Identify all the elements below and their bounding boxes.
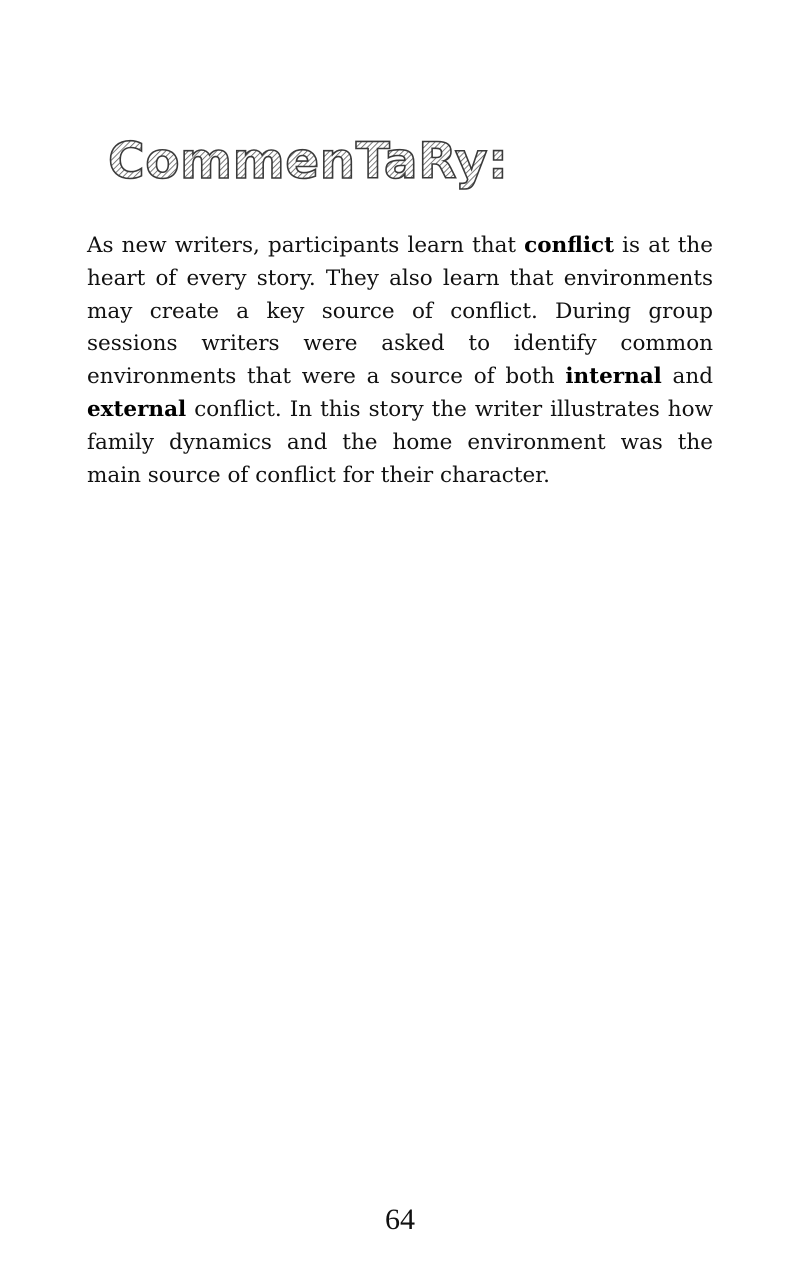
commentary-heading-art	[100, 120, 520, 200]
bold-term: internal	[565, 364, 662, 390]
paragraph-text: conflict. In this story the writer illustrates how family dynamics and the home environment was the main source of conflict for their character.	[87, 396, 713, 488]
bold-term: external	[87, 396, 187, 422]
heading-text: CommenTaRy:	[108, 132, 509, 190]
paragraph-text: As new writers, participants learn that	[87, 233, 525, 258]
paragraph-text: is at the heart of every story. They also learn that environments may create a key source of conflict. During group sessions writers were asked to identify common environments that were a source of both	[87, 233, 713, 390]
page-number: 64	[385, 1203, 415, 1236]
bold-term: conflict	[524, 233, 615, 258]
commentary-paragraph	[87, 230, 713, 492]
commentary-heading	[100, 120, 520, 200]
paragraph-text: and	[661, 364, 713, 390]
